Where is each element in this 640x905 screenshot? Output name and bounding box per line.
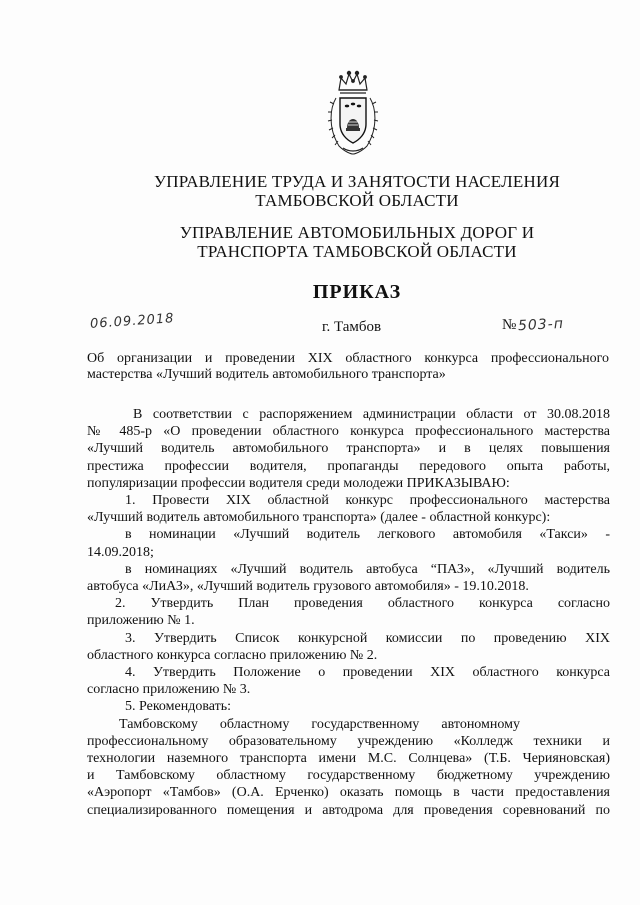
body-line: в номинации «Лучший водитель легкового автомобиля «Такси» - xyxy=(125,527,610,543)
body-line: 14.09.2018; xyxy=(87,544,154,560)
body-line: В соответствии с распоряжением администрации области от 30.08.2018 xyxy=(133,407,610,422)
body-line: автобуса «ЛиАЗ», «Лучший водитель грузового автомобиля» - 19.10.2018. xyxy=(87,579,529,595)
org1-line1: УПРАВЛЕНИЕ ТРУДА И ЗАНЯТОСТИ НАСЕЛЕНИЯ xyxy=(154,172,560,191)
body-line: и Тамбовскому областному государственному бюджетному учреждению xyxy=(87,768,610,784)
body-line: «Лучший водитель автомобильного транспорта» и в целях повышения xyxy=(87,441,610,457)
body-line: 2. Утвердить План проведения областного конкурса согласно xyxy=(115,596,610,612)
body-line: 4. Утвердить Положение о проведении XIX областного конкурса xyxy=(125,665,610,681)
date-handwritten: 06.09.2018 xyxy=(89,311,175,332)
body-line: профессиональному образовательному учреждению «Колледж техники и xyxy=(87,733,610,749)
body-line: «Лучший водитель автомобильного транспорта» (далее - областной конкурс): xyxy=(87,510,551,526)
subject-line: Об организации и проведении XIX областного конкурса профессионального xyxy=(87,351,609,366)
document-title: ПРИКАЗ xyxy=(312,281,402,303)
body-line: специализированного помещения и автодрома для проведения соревнований по xyxy=(87,802,610,818)
subject-line: мастерства «Лучший водитель автомобильного транспорта» xyxy=(87,367,446,382)
body-line: технологии наземного транспорта имени М.С. Солнцева» (Т.Б. Черияновская) xyxy=(87,751,610,767)
body-line: популяризации профессии водителя среди молодежи ПРИКАЗЫВАЮ: xyxy=(87,475,510,491)
body-line: «Аэропорт «Тамбов» (О.А. Ерченко) оказать помощь в части предоставления xyxy=(87,785,610,801)
org1-line2: ТАМБОВСКОЙ ОБЛАСТИ xyxy=(255,191,459,210)
number-sign: № xyxy=(502,317,517,333)
body-line: престижа профессии водителя, пропаганды передового опыта работы, xyxy=(87,458,610,474)
body-line: 5. Рекомендовать: xyxy=(125,699,231,715)
body-line: Тамбовскому областному государственному автономному xyxy=(119,716,520,732)
coat-of-arms-icon xyxy=(327,68,379,156)
body-line: 1. Провести XIX областной конкурс профессионального мастерства xyxy=(125,493,610,509)
org2-line1: УПРАВЛЕНИЕ АВТОМОБИЛЬНЫХ ДОРОГ И xyxy=(179,223,535,242)
body-line: № 485-р «О проведении областного конкурса профессионального мастерства xyxy=(87,424,610,440)
body-line: согласно приложению № 3. xyxy=(87,682,251,698)
order-subject xyxy=(87,351,609,383)
order-body xyxy=(87,406,610,819)
body-line: областного конкурса согласно приложению № 2. xyxy=(87,647,378,663)
order-number xyxy=(502,316,564,334)
body-line: 3. Утвердить Список конкурсной комиссии по проведению XIX xyxy=(125,630,610,646)
body-line: в номинациях «Лучший водитель автобуса “ПАЗ», «Лучший водитель xyxy=(125,561,610,577)
org2-line2: ТРАНСПОРТА ТАМБОВСКОЙ ОБЛАСТИ xyxy=(197,242,517,261)
city: г. Тамбов xyxy=(322,319,382,335)
number-handwritten: 503-п xyxy=(517,315,565,335)
body-line: приложению № 1. xyxy=(87,613,195,629)
